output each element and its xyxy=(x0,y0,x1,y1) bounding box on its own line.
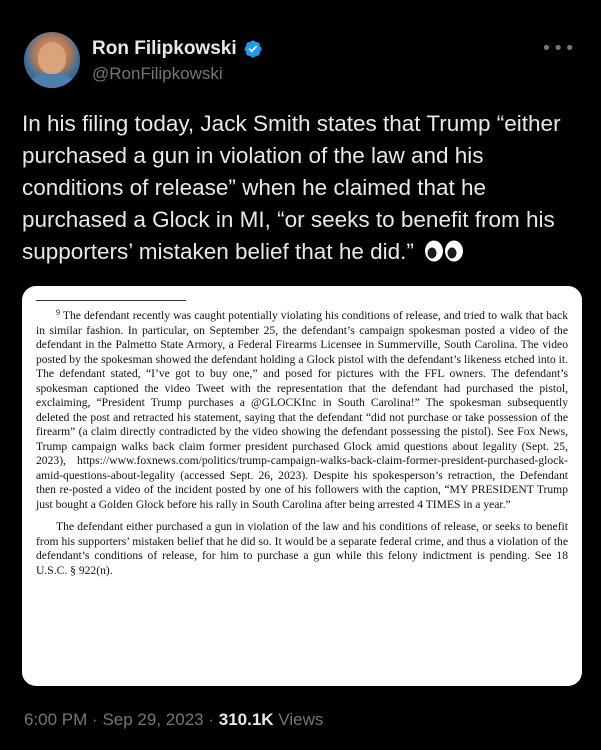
footnote-divider xyxy=(36,300,186,301)
document-text xyxy=(36,306,568,578)
footnote-paragraph xyxy=(36,306,568,512)
author-names xyxy=(92,38,263,84)
tweet-time[interactable]: 6:00 PM xyxy=(24,710,88,729)
views-label: Views xyxy=(278,710,324,729)
author-handle[interactable]: @RonFilipkowski xyxy=(92,64,223,83)
document-image[interactable] xyxy=(22,286,582,686)
tweet-meta xyxy=(24,710,323,730)
tweet-date[interactable]: Sep 29, 2023 xyxy=(102,710,204,729)
avatar[interactable] xyxy=(24,32,80,88)
meta-separator: · xyxy=(92,710,98,729)
tweet-text xyxy=(22,108,582,268)
verified-badge-icon xyxy=(243,39,263,59)
more-options-icon[interactable]: ••• xyxy=(541,38,576,59)
footnote-number: 9 xyxy=(56,308,60,317)
footnote-text: The defendant recently was caught potentially violating his conditions of release, and tried to walk that back in similar fashion. In particular, on September 25, the defendant’s campaign spokesman posted a video of the defendant in the Palmetto State Armory, a Federal Firearms Licensee in Summerville, South Carolina. The video posted by the spokesman showed the defendant holding a Glock pistol with the defendant’s likeness etched into it. The defendant stated, “I’ve got to buy one,” and posed for pictures with the FFL owners. The defendant’s spokesman captioned the video Tweet with the representation that the defendant had purchased the pistol, exclaiming, “President Trump purchases a @GLOCKInc in South Carolina!” The spokesman subsequently deleted the post and retracted his statement, saying that the defendant “did not purchase or take possession of the firearm” (a claim directly contradicted by the video showing the defendant possessing the pistol). See Fox News, Trump campaign walks back claim former president purchased Glock amid questions about legality (Sept. 25, 2023), https://www.foxnews.com/politics/trump-campaign-walks-back-claim-former-president-purchased-glock-amid-questions-about-legality (accessed Sept. 26, 2023). Despite his spokesperson’s retraction, the Defendant then re-posted a video of the incident posted by one of his followers with the caption, “MY PRESIDENT Trump just bought a Golden Glock before his rally in South Carolina after being arrested 4 TIMES in a year.” xyxy=(36,309,568,511)
conclusion-paragraph: The defendant either purchased a gun in violation of the law and his conditions of release, or seeks to benefit from his supporters’ mistaken belief that he did so. It would be a separate federal crime, and thus a violation of the defendant’s conditions of release, for him to purchase a gun while this felony indictment is pending. See 18 U.S.C. § 922(n). xyxy=(36,520,568,577)
eyes-emoji-icon xyxy=(424,240,464,262)
views-count[interactable]: 310.1K xyxy=(218,710,274,729)
tweet-header xyxy=(24,32,584,92)
author-display-name[interactable]: Ron Filipkowski xyxy=(92,38,237,59)
tweet-body: In his filing today, Jack Smith states that Trump “either purchased a gun in violation of the law and his conditions of release” when he claimed that he purchased a Glock in MI, “or seeks to benefit from his supporters’ mistaken belief that he did.” xyxy=(22,111,561,264)
meta-separator-2: · xyxy=(208,710,215,729)
